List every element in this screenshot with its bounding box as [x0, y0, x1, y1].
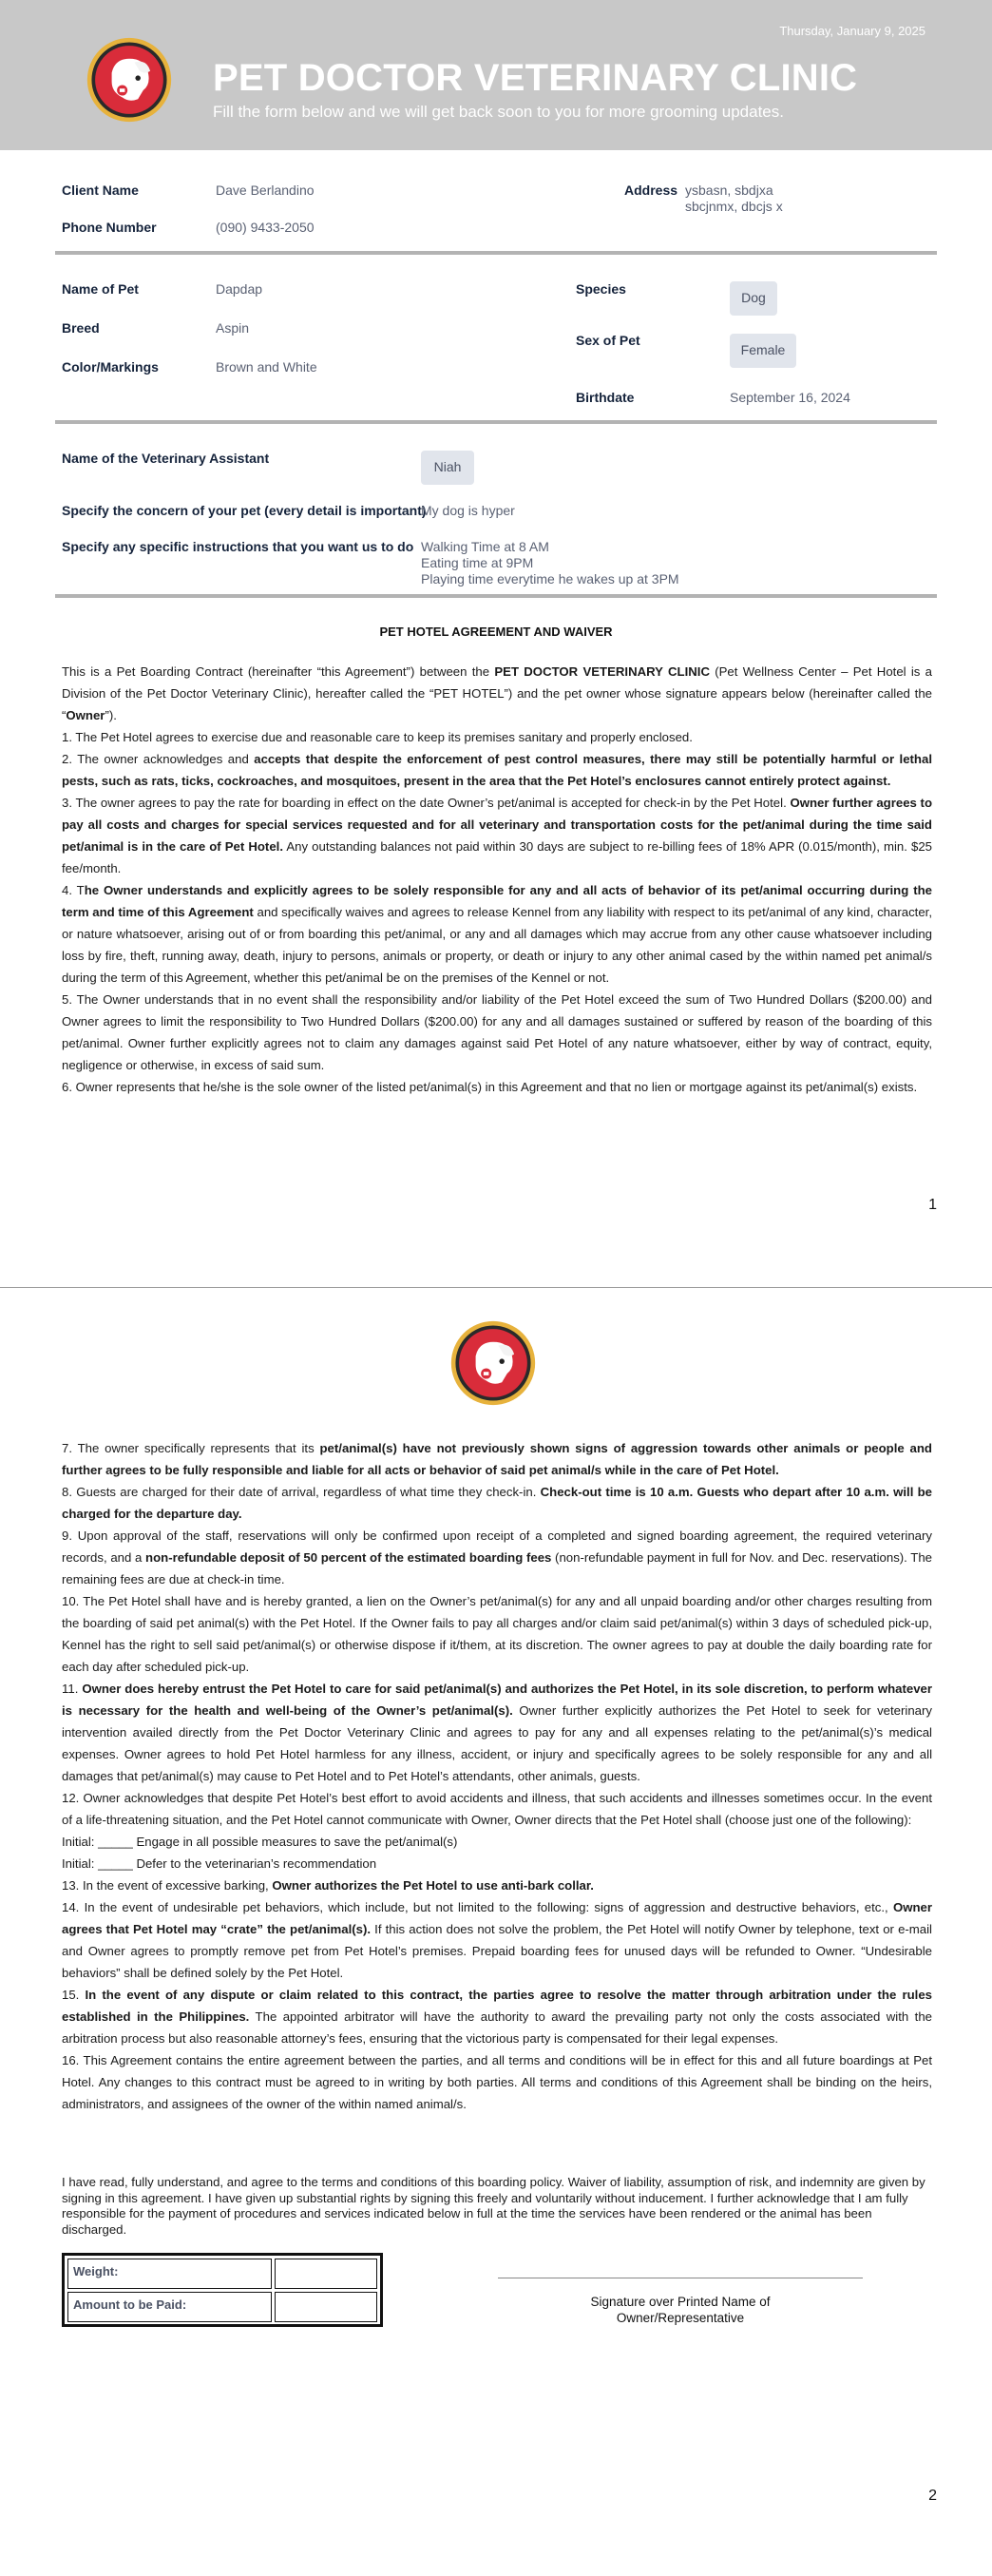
clinic-name: PET DOCTOR VETERINARY CLINIC	[213, 57, 858, 99]
phone-label: Phone Number	[62, 220, 157, 235]
agreement-clause: 12. Owner acknowledges that despite Pet Hotel’s best effort to avoid accidents and illness, that such accidents and illnesses sometimes occur. In the event of a life-threatening situation, and the Pet Hotel cannot communicate with Owner, Owner directs that the Pet Hotel shall (choose just one of the following):	[62, 1791, 932, 1827]
amount-label: Amount to be Paid:	[67, 2292, 272, 2322]
species-label: Species	[576, 281, 626, 297]
section-divider	[55, 251, 937, 255]
address-label: Address	[624, 183, 678, 198]
breed-value: Aspin	[216, 320, 250, 336]
weight-label: Weight:	[67, 2259, 272, 2289]
phone-value: (090) 9433-2050	[216, 220, 315, 235]
agreement-clause: 4. The Owner understands and explicitly agrees to be solely responsible for any and all acts of behavior of its pet/animal occurring during the term and time of this Agreement and specifically waives and agrees to release Kennel from any liability with respect to its pet/animal of any kind, character, or nature whatsoever, arising out of or from boarding this pet/animal, or any and all damages which may accrue from any other cause whatsoever including loss by fire, theft, running away, death, injury to persons, animals or property, or death or injury to any other animal cased by the within named pet animal/s during the term of this Agreement, whether this pet/animal be on the premises of the Kennel or not.	[62, 883, 932, 985]
agreement-clause: 5. The Owner understands that in no event shall the responsibility and/or liability of the Pet Hotel exceed the sum of Two Hundred Dollars ($200.00) and Owner agrees to limit the responsibility to Two Hundred Dollars ($200.00) for any and all damages sustained or suffered by reason of the boarding of this pet/animal. Owner further explicitly agrees not to claim any damages against said Pet Hotel of any nature whatsoever, either by way of contract, equity, negligence or otherwise, in excess of said sum.	[62, 992, 932, 1072]
sex-value: Female	[730, 334, 796, 368]
instruction-item: Eating time at 9PM	[421, 555, 534, 570]
instruction-item: Walking Time at 8 AM	[421, 539, 549, 554]
instruction-item: Playing time everytime he wakes up at 3PM	[421, 571, 679, 586]
client-name-label: Client Name	[62, 183, 139, 198]
instructions-value	[421, 539, 679, 587]
agreement-clause: 16. This Agreement contains the entire agreement between the parties, and all terms and conditions will be in effect for this and all future boardings at Pet Hotel. Any changes to this contract must be agreed to in writing by both parties. All terms and conditions of this Agreement shall be binding on the heirs, administrators, and assignees of the owner of the within named animal/s.	[62, 2053, 932, 2111]
address-line1: ysbasn, sbdjxa	[685, 183, 773, 198]
breed-label: Breed	[62, 320, 100, 336]
agreement-clause: 15. In the event of any dispute or claim related to this contract, the parties agree to resolve the matter through arbitration under the rules established in the Philippines. The appointed arbitrator will have the authority to award the prevailing party not only the costs associated with the arbitration process but also reasonable attorney’s fees, ensuring that the victorious party is compensated for their legal expenses.	[62, 1988, 932, 2046]
color-markings-label: Color/Markings	[62, 359, 159, 375]
agreement-clause: 1. The Pet Hotel agrees to exercise due and reasonable care to keep its premises sanitary and properly enclosed.	[62, 730, 693, 744]
agreement-clause: 6. Owner represents that he/she is the sole owner of the listed pet/animal(s) in this Agreement and that no lien or mortgage against its pet/animal(s) exists.	[62, 1080, 918, 1094]
payment-table	[62, 2253, 383, 2327]
page-number: 1	[928, 1197, 937, 1213]
agreement-clause: 10. The Pet Hotel shall have and is hereby granted, a lien on the Owner’s pet/animal(s) for any and all unpaid boarding and/or other charges resulting from the boarding of said pet animal(s) with the Pet Hotel. If the Owner fails to pay all charges and/or claim said pet/animal(s) within 3 days of scheduled pick-up, Kennel has the right to sell said pet/animal(s) or otherwise dispose if it/them, at its discretion. The owner agrees to pay at double the daily boarding rate for each day after scheduled pick-up.	[62, 1594, 932, 1674]
weight-field[interactable]	[275, 2259, 377, 2289]
agreement-clause: Initial: _____ Engage in all possible measures to save the pet/animal(s)	[62, 1835, 458, 1849]
species-value: Dog	[730, 281, 777, 316]
agreement-text-page1	[62, 661, 932, 1098]
instructions-label: Specify any specific instructions that you want us to do	[62, 539, 414, 554]
signature-label	[498, 2294, 863, 2326]
header-date: Thursday, January 9, 2025	[779, 24, 925, 38]
vet-assistant-value: Niah	[421, 451, 474, 485]
signature-label-line2: Owner/Representative	[616, 2311, 745, 2325]
page-number: 2	[928, 2488, 937, 2504]
sex-label: Sex of Pet	[576, 333, 640, 348]
address-line2: sbcjnmx, dbcjs x	[685, 199, 783, 214]
birthdate-label: Birthdate	[576, 390, 635, 405]
amount-field[interactable]	[275, 2292, 377, 2322]
client-name-value: Dave Berlandino	[216, 183, 315, 198]
agreement-clause: 2. The owner acknowledges and accepts that despite the enforcement of pest control measures, there may still be potentially harmful or lethal pests, such as rats, ticks, cockroaches, and mosquitoes, present in the area that the Pet Hotel’s enclosures cannot entirely protect against.	[62, 752, 932, 788]
agreement-title: PET HOTEL AGREEMENT AND WAIVER	[379, 625, 613, 639]
agreement-clause: 11. Owner does hereby entrust the Pet Hotel to care for said pet/animal(s) and authorizes the Pet Hotel, in its sole discretion, to perform whatever is necessary for the health and well-being of the Owner’s pet/animal(s). Owner further explicitly authorizes the Pet Hotel to seek for veterinary intervention availed directly from the Pet Doctor Veterinary Clinic and agrees to pay for any and all expenses relating to the pet/animal(s)’s medical expenses. Owner agrees to hold Pet Hotel harmless for any illness, accident, or injury and specifically agrees to be solely responsible for any and all damages that pet/animal(s) may cause to Pet Hotel and to Pet Hotel’s attendants, other animals, guests.	[62, 1682, 932, 1783]
agreement-clause: Initial: _____ Defer to the veterinarian’s recommendation	[62, 1856, 377, 1871]
birthdate-value: September 16, 2024	[730, 390, 850, 405]
acknowledgment-text: I have read, fully understand, and agree to the terms and conditions of this boarding policy. Waiver of liability, assumption of risk, and indemnity are given by signing in this agreement. I have given up substantial rights by signing this freely and voluntarily without inducement. I further acknowledge that I am fully responsible for the payment of procedures and services indicated below in full at the time the services have been rendered or the animal has been discharged.	[62, 2175, 925, 2237]
dog-logo-icon	[86, 36, 173, 124]
agreement-clause: 7. The owner specifically represents that its pet/animal(s) have not previously shown signs of aggression towards other animals or people and further agrees to be fully responsible and liable for all acts or behavior of said pet animal/s while in the care of Pet Hotel.	[62, 1441, 932, 1477]
agreement-clause: 9. Upon approval of the staff, reservations will only be confirmed upon receipt of a completed and signed boarding agreement, the required veterinary records, and a non-refundable deposit of 50 percent of the estimated boarding fees (non-refundable payment in full for Nov. and Dec. reservations). The remaining fees are due at check-in time.	[62, 1528, 933, 1586]
page-header	[0, 0, 992, 150]
section-divider	[55, 420, 937, 424]
concern-value: My dog is hyper	[421, 503, 515, 518]
agreement-intro: This is a Pet Boarding Contract (hereinafter “this Agreement”) between the PET DOCTOR VETERINARY CLINIC (Pet Wellness Center – Pet Hotel is a Division of the Pet Doctor Veterinary Clinic), hereafter called the “PET HOTEL”) and the pet owner whose signature appears below (hereinafter called the “Owner”).	[62, 664, 932, 722]
agreement-text-page2	[62, 1437, 932, 2115]
vet-assistant-label: Name of the Veterinary Assistant	[62, 451, 270, 466]
concern-label: Specify the concern of your pet (every detail is important)	[62, 503, 427, 518]
agreement-clause: 13. In the event of excessive barking, Owner authorizes the Pet Hotel to use anti-bark collar.	[62, 1878, 594, 1893]
pet-name-label: Name of Pet	[62, 281, 139, 297]
signature-label-line1: Signature over Printed Name of	[590, 2295, 771, 2309]
agreement-clause: 14. In the event of undesirable pet behaviors, which include, but not limited to the following: signs of aggression and destructive behaviors, etc., Owner agrees that Pet Hotel may “crate” the pet/animal(s). If this action does not solve the problem, the Pet Hotel will notify Owner by telephone, text or e-mail and Owner agrees to promptly remove pet from Pet Hotel’s premises. Prepaid boarding fees for unused days will be refunded to Owner. “Undesirable behaviors” shall be defined solely by the Pet Hotel.	[62, 1900, 932, 1980]
dog-logo-icon	[449, 1319, 537, 1407]
section-divider	[55, 594, 937, 598]
pet-name-value: Dapdap	[216, 281, 263, 297]
page-break	[0, 1287, 992, 1288]
agreement-clause: 8. Guests are charged for their date of arrival, regardless of what time they check-in. Check-out time is 10 a.m. Guests who depart after 10 a.m. will be charged for the departure day.	[62, 1485, 933, 1521]
agreement-clause: 3. The owner agrees to pay the rate for boarding in effect on the date Owner’s pet/animal is accepted for check-in by the Pet Hotel. Owner further agrees to pay all costs and charges for special services requested and for all veterinary and transportation costs for the pet/animal during the time said pet/animal is in the care of Pet Hotel. Any outstanding balances not paid within 30 days are subject to re-billing fees of 18% APR (0.015/month), min. $25 fee/month.	[62, 796, 933, 875]
color-markings-value: Brown and White	[216, 359, 317, 375]
header-subtitle: Fill the form below and we will get back soon to you for more grooming updates.	[213, 103, 784, 121]
